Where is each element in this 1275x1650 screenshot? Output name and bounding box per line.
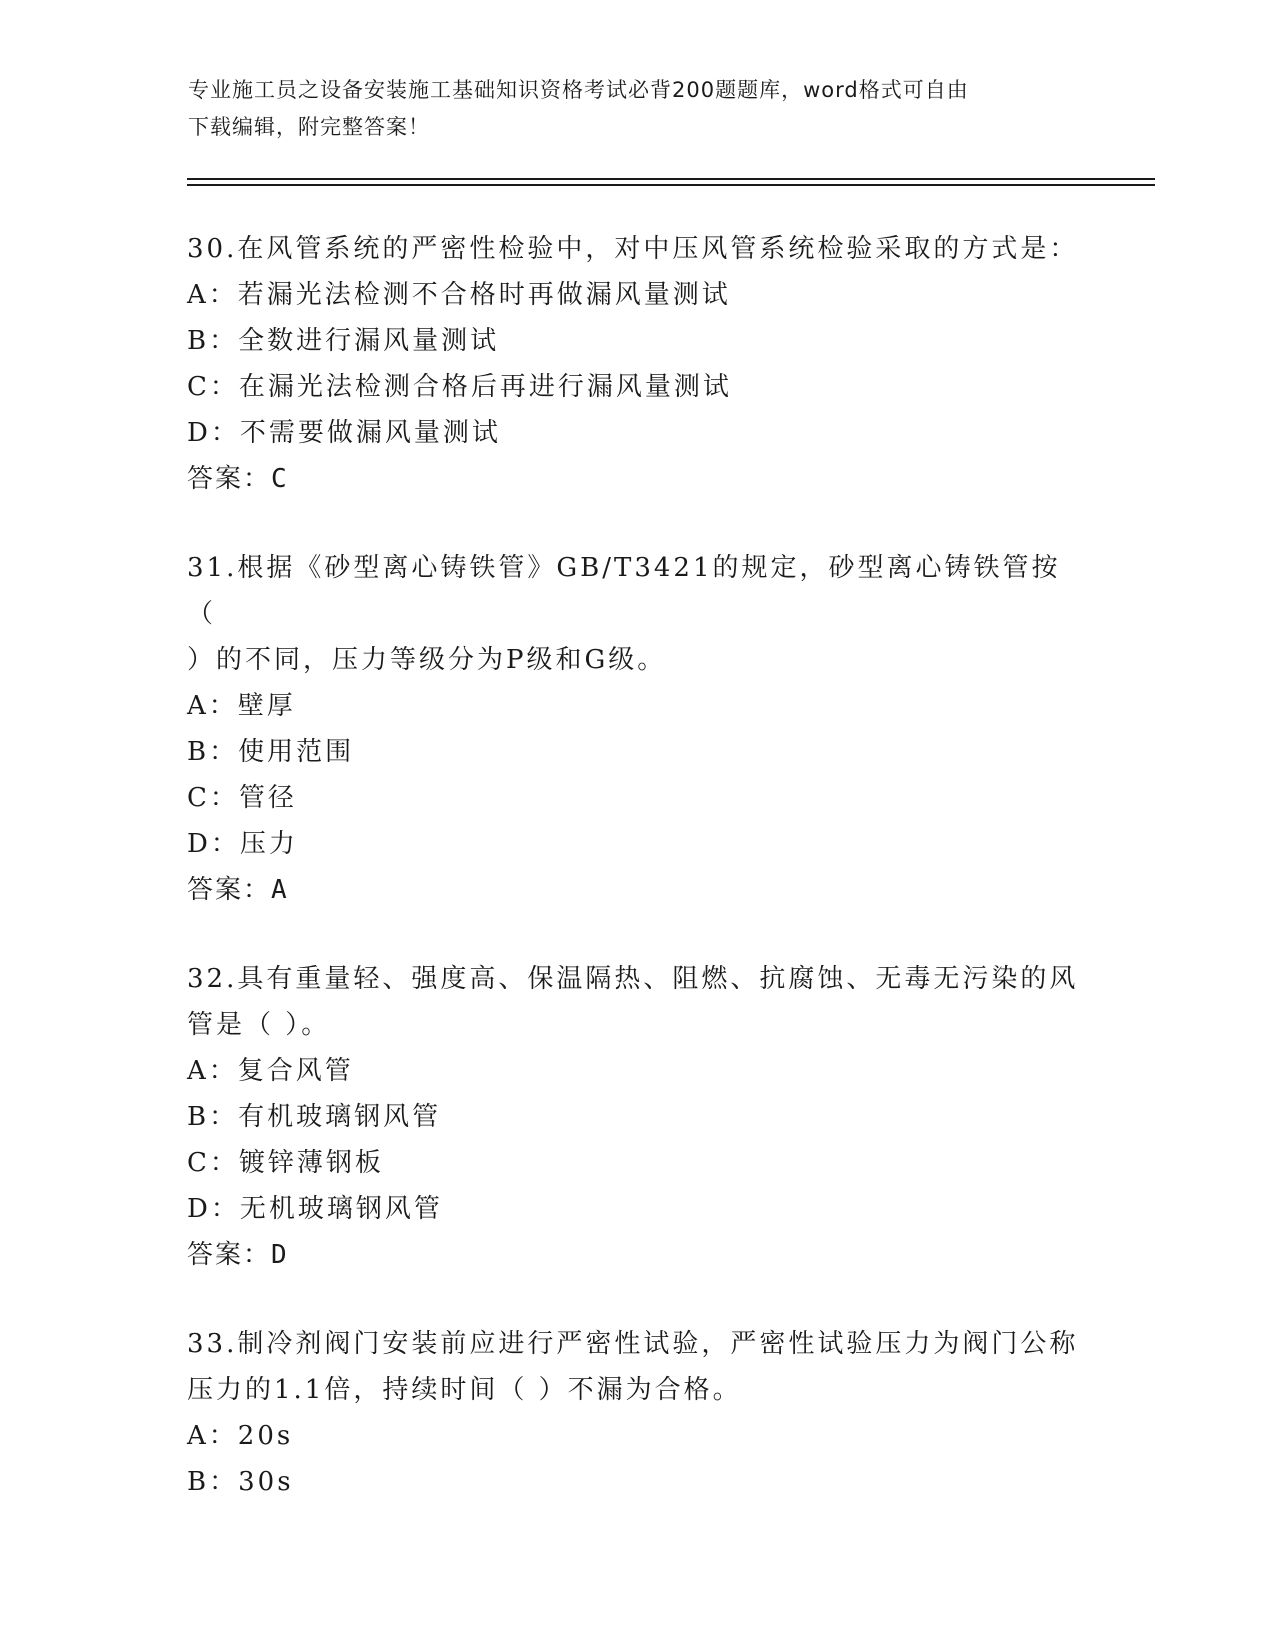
option-a: A：复合风管 [187,1056,354,1086]
answer-label: 答案： [187,464,272,494]
answer-line [187,867,1087,913]
question-32 [187,956,1087,1278]
answer-label: 答案： [187,875,272,905]
answer-value: C [271,464,289,494]
header-divider-bottom [187,184,1155,186]
question-stem-line-2: ）的不同，压力等级分为P级和G级。 [187,645,667,675]
option-a: A：20s [187,1421,294,1451]
option-c: C：管径 [187,783,297,813]
header-divider-top [187,178,1155,180]
question-list [187,226,1087,1548]
answer-line [187,1232,1087,1278]
answer-value: D [271,1240,289,1270]
answer-label: 答案： [187,1240,272,1270]
option-d: D：无机玻璃钢风管 [187,1194,443,1224]
option-b: B：使用范围 [187,737,355,767]
option-b: B：有机玻璃钢风管 [187,1102,442,1132]
question-30 [187,226,1087,502]
document-header [188,72,1068,146]
question-33 [187,1321,1087,1505]
option-a: A：壁厚 [187,691,296,721]
option-a: A：若漏光法检测不合格时再做漏风量测试 [187,280,731,310]
option-c: C：镀锌薄钢板 [187,1148,384,1178]
option-c: C：在漏光法检测合格后再进行漏风量测试 [187,372,732,402]
answer-value: A [271,875,289,905]
question-stem-line-2: 管是（ ）。 [187,1010,331,1040]
header-line-2: 下载编辑，附完整答案！ [188,115,430,139]
answer-line [187,456,1087,502]
option-b: B：全数进行漏风量测试 [187,326,500,356]
option-d: D：不需要做漏风量测试 [187,418,501,448]
question-stem-line-1: 32.具有重量轻、强度高、保温隔热、阻燃、抗腐蚀、无毒无污染的风 [187,964,1079,994]
question-stem-line-1: 31.根据《砂型离心铸铁管》GB/T3421的规定，砂型离心铸铁管按（ [187,553,1061,629]
question-stem-line-1: 33.制冷剂阀门安装前应进行严密性试验，严密性试验压力为阀门公称 [187,1329,1079,1359]
question-stem: 30.在风管系统的严密性检验中，对中压风管系统检验采取的方式是： [187,234,1079,264]
option-b: B：30s [187,1467,294,1497]
question-stem-line-2: 压力的1.1倍，持续时间（ ）不漏为合格。 [187,1375,742,1405]
option-d: D：压力 [187,829,298,859]
header-line-1: 专业施工员之设备安装施工基础知识资格考试必背200题题库，word格式可自由 [188,78,969,102]
question-31 [187,545,1087,913]
